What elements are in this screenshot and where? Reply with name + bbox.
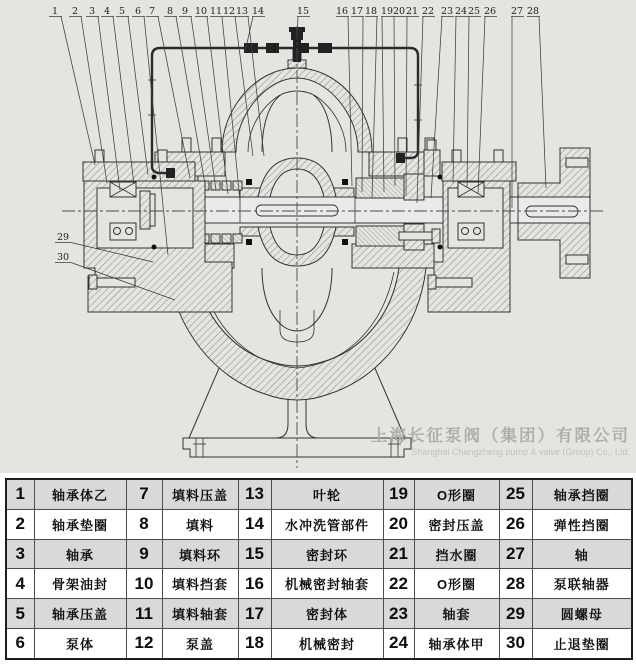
part-number-cell: 30: [499, 628, 532, 659]
part-name-cell: O形圈: [414, 569, 499, 599]
part-number-cell: 29: [499, 599, 532, 629]
part-number-cell: 22: [383, 569, 414, 599]
part-name-cell: 骨架油封: [34, 569, 126, 599]
part-name-cell: O形圈: [414, 479, 499, 509]
callout-number-15: 15: [296, 6, 310, 17]
part-name-cell: 轴承体乙: [34, 479, 126, 509]
callout-number-23: 23: [440, 6, 454, 17]
part-number-cell: 5: [6, 599, 34, 629]
part-name-cell: 轴套: [414, 599, 499, 629]
part-name-cell: 填料挡套: [162, 569, 238, 599]
part-name-cell: 弹性挡圈: [532, 509, 632, 539]
part-number-cell: 1: [6, 479, 34, 509]
part-name-cell: 轴承体甲: [414, 628, 499, 659]
part-name-cell: 轴承: [34, 539, 126, 569]
watermark-company-cn: 上海长征泵阀（集团）有限公司: [371, 427, 630, 445]
callout-number-20: 20: [392, 6, 406, 17]
part-name-cell: 轴承压盖: [34, 599, 126, 629]
parts-table-row: [6, 628, 632, 659]
callout-number-19: 19: [380, 6, 394, 17]
callout-number-1: 1: [51, 6, 59, 17]
parts-table-row: [6, 479, 632, 509]
part-number-cell: 10: [126, 569, 162, 599]
callout-number-25: 25: [467, 6, 481, 17]
part-number-cell: 16: [238, 569, 271, 599]
part-number-cell: 11: [126, 599, 162, 629]
parts-table-row: [6, 599, 632, 629]
part-number-cell: 25: [499, 479, 532, 509]
callout-number-13: 13: [235, 6, 249, 17]
part-number-cell: 27: [499, 539, 532, 569]
callout-number-22: 22: [421, 6, 435, 17]
callout-number-8: 8: [166, 6, 174, 17]
part-name-cell: 填料轴套: [162, 599, 238, 629]
part-number-cell: 12: [126, 628, 162, 659]
callout-number-17: 17: [350, 6, 364, 17]
callout-number-5: 5: [118, 6, 126, 17]
part-number-cell: 19: [383, 479, 414, 509]
callout-number-18: 18: [364, 6, 378, 17]
callout-number-7: 7: [148, 6, 156, 17]
callout-number-16: 16: [335, 6, 349, 17]
callout-number-29: 29: [56, 232, 70, 243]
callout-number-26: 26: [483, 6, 497, 17]
callout-number-2: 2: [71, 6, 79, 17]
callout-number-30: 30: [56, 252, 70, 263]
part-number-cell: 23: [383, 599, 414, 629]
callout-number-14: 14: [251, 6, 265, 17]
part-number-cell: 15: [238, 539, 271, 569]
part-number-cell: 6: [6, 628, 34, 659]
part-name-cell: 泵体: [34, 628, 126, 659]
part-name-cell: 密封环: [271, 539, 383, 569]
part-number-cell: 26: [499, 509, 532, 539]
part-name-cell: 轴: [532, 539, 632, 569]
part-number-cell: 17: [238, 599, 271, 629]
part-name-cell: 泵盖: [162, 628, 238, 659]
part-number-cell: 2: [6, 509, 34, 539]
callout-number-28: 28: [526, 6, 540, 17]
callout-number-3: 3: [88, 6, 96, 17]
part-number-cell: 7: [126, 479, 162, 509]
callout-number-27: 27: [510, 6, 524, 17]
callout-number-10: 10: [194, 6, 208, 17]
parts-table-row: [6, 539, 632, 569]
part-number-cell: 13: [238, 479, 271, 509]
part-name-cell: 密封压盖: [414, 509, 499, 539]
part-name-cell: 圆螺母: [532, 599, 632, 629]
part-number-cell: 3: [6, 539, 34, 569]
part-number-cell: 21: [383, 539, 414, 569]
callout-number-4: 4: [103, 6, 111, 17]
part-name-cell: 密封体: [271, 599, 383, 629]
callout-number-6: 6: [134, 6, 142, 17]
part-name-cell: 挡水圈: [414, 539, 499, 569]
callout-number-11: 11: [209, 6, 223, 17]
part-number-cell: 9: [126, 539, 162, 569]
part-name-cell: 填料环: [162, 539, 238, 569]
part-name-cell: 止退垫圈: [532, 628, 632, 659]
part-number-cell: 14: [238, 509, 271, 539]
parts-table-row: [6, 569, 632, 599]
parts-list-table: [5, 478, 633, 660]
part-number-cell: 24: [383, 628, 414, 659]
callout-number-24: 24: [454, 6, 468, 17]
part-name-cell: 叶轮: [271, 479, 383, 509]
watermark-company-en: Shanghai Changzheng pump & valve (Group) Co., Ltd.: [411, 447, 630, 457]
part-name-cell: 机械密封轴套: [271, 569, 383, 599]
part-number-cell: 18: [238, 628, 271, 659]
part-name-cell: 轴承垫圈: [34, 509, 126, 539]
parts-table-row: [6, 509, 632, 539]
part-name-cell: 填料: [162, 509, 238, 539]
callout-number-9: 9: [181, 6, 189, 17]
callout-number-21: 21: [405, 6, 419, 17]
part-number-cell: 20: [383, 509, 414, 539]
part-name-cell: 机械密封: [271, 628, 383, 659]
callout-number-12: 12: [222, 6, 236, 17]
part-number-cell: 28: [499, 569, 532, 599]
part-name-cell: 填料压盖: [162, 479, 238, 509]
part-name-cell: 轴承挡圈: [532, 479, 632, 509]
part-name-cell: 水冲洗管部件: [271, 509, 383, 539]
part-number-cell: 8: [126, 509, 162, 539]
part-name-cell: 泵联轴器: [532, 569, 632, 599]
part-number-cell: 4: [6, 569, 34, 599]
